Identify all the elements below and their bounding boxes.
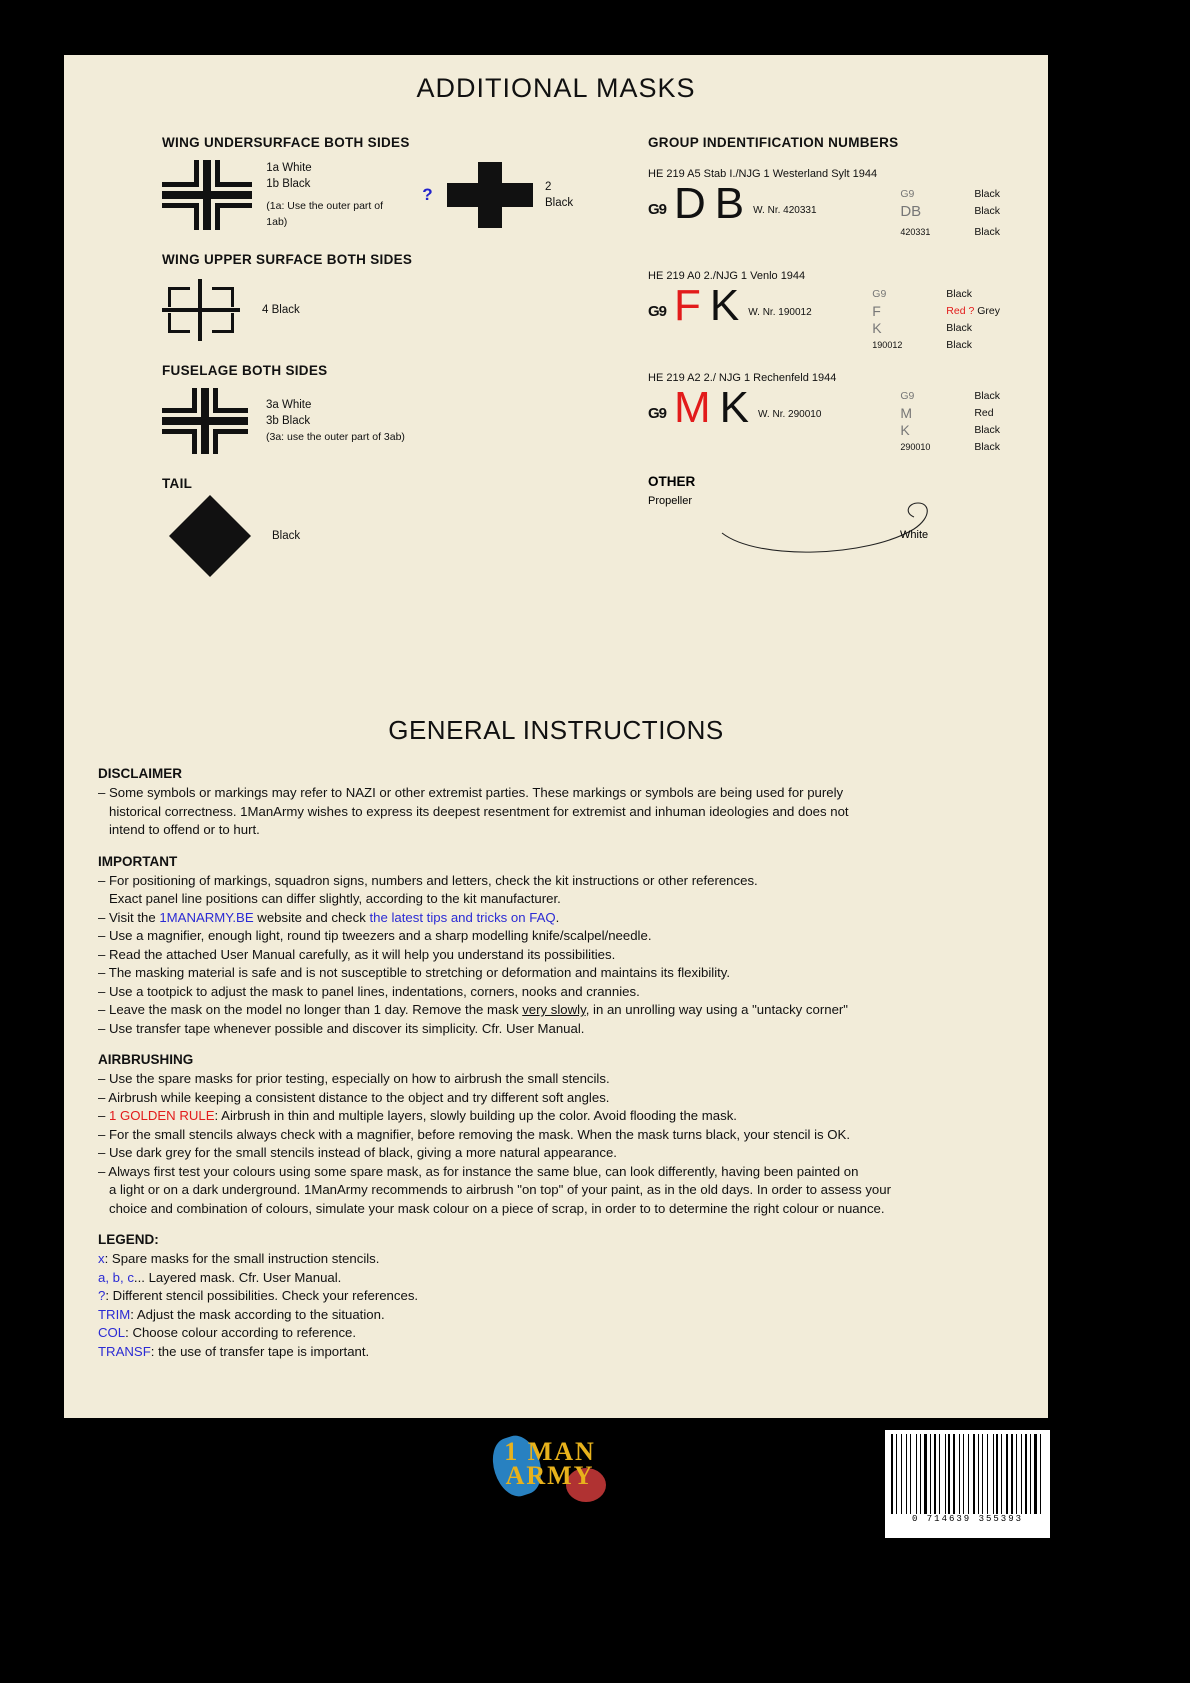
legend-text: : Adjust the mask according to the situation. (130, 1306, 385, 1322)
legend-mark: 190012 (872, 340, 903, 350)
label-2: 2 Black (545, 181, 574, 209)
section-heading: TAIL (162, 476, 193, 491)
group-legend (872, 286, 1000, 354)
site-link[interactable]: 1MANARMY.BE (159, 909, 254, 925)
group-werknummer: W. Nr. 190012 (748, 307, 812, 318)
other-colour-label: White (900, 529, 929, 541)
faq-link[interactable]: the latest tips and tricks on FAQ (369, 909, 556, 925)
label-3a: 3a White (266, 399, 312, 411)
section-heading: WING UNDERSURFACE BOTH SIDES (162, 135, 410, 150)
legend-key: ? (98, 1288, 106, 1303)
section-other (648, 474, 1008, 565)
leave-emphasis: very slowly (522, 1002, 586, 1017)
legend-mark: K (872, 320, 882, 336)
barcode-number: 0 714639 355393 (911, 1514, 1023, 1524)
group-he219a0 (648, 270, 1008, 358)
section-tail (162, 476, 582, 565)
legend-mark: M (900, 405, 912, 421)
group-code-1: F (674, 281, 702, 330)
important-leave-line (98, 1001, 1014, 1020)
balkenkreuz-fuselage-icon (162, 388, 248, 454)
right-column (648, 135, 1008, 565)
airbrush-line: – For the small stencils always check with a magnifier, before removing the mask. When the mask turns black, your stencil is OK. (98, 1126, 850, 1142)
legend-heading: LEGEND: (98, 1232, 159, 1247)
group-code-2: K (719, 383, 751, 432)
label-1a: 1a White (266, 162, 312, 174)
airbrush-golden-rule-line (98, 1107, 1014, 1126)
other-item-label: Propeller (648, 495, 693, 507)
important-line: – The masking material is safe and is not susceptible to stretching or deformation and maintains its flexibility. (98, 965, 731, 980)
visit-mid: website and check (253, 909, 370, 925)
label-tail-colour: Black (272, 530, 301, 542)
page-title: ADDITIONAL MASKS (416, 73, 696, 103)
group-prefix: G9 (648, 303, 667, 320)
legend-text: : Choose colour according to reference. (125, 1325, 357, 1340)
legend-text: ... Layered mask. Cfr. User Manual. (133, 1269, 342, 1285)
group-werknummer: W. Nr. 420331 (753, 205, 817, 216)
legend-mark: F (872, 303, 881, 319)
general-instructions (64, 715, 1048, 1361)
group-prefix: G9 (648, 201, 667, 218)
legend-text: : Different stencil possibilities. Check your references. (105, 1288, 419, 1303)
barcode (885, 1430, 1050, 1538)
airbrush-line: – Use the spare masks for prior testing, especially on how to airbrush the small stencils. (98, 1071, 610, 1086)
label-4: 4 Black (262, 304, 300, 316)
logo-line-1: 1 MAN (504, 1437, 596, 1466)
legend-colour: Black (974, 441, 1000, 453)
other-heading: OTHER (648, 474, 696, 489)
logo-line-2: ARMY (505, 1461, 595, 1490)
golden-suffix: : Airbrush in thin and multiple layers, slowly building up the color. Avoid flooding the mask. (214, 1108, 737, 1123)
legend-mark: 420331 (900, 227, 931, 237)
group-numbers-heading: GROUP INDENTIFICATION NUMBERS (648, 135, 899, 150)
legend-colour: Black (974, 390, 1000, 402)
undersurface-labels (266, 160, 404, 230)
barcode-bars (891, 1434, 1044, 1514)
left-column (162, 135, 582, 569)
legend-key: TRANSF (98, 1343, 151, 1359)
section-wing-undersurface (162, 135, 582, 230)
disclaimer-line: intend to offend or to hurt. (109, 822, 260, 837)
legend-entry (98, 1343, 1014, 1362)
sheet-page (64, 55, 1048, 1418)
important-line: – Read the attached User Manual carefully, as it will help you understand its possibilities. (98, 946, 616, 962)
airbrushing-heading: AIRBRUSHING (98, 1052, 194, 1067)
legend-entry (98, 1324, 1014, 1343)
airbrush-line: a light or on a dark underground. 1ManArmy recommends to airbrush "on top" of your paint, as in the old days. In order to assess your (109, 1182, 891, 1197)
disclaimer-line: historical correctness. 1ManArmy wishes to express its deepest resentment for extremist and inhuman ideologies and does not (109, 803, 849, 819)
legend-entry (98, 1306, 1014, 1325)
legend-colour: Black (946, 322, 972, 334)
golden-prefix: – (98, 1108, 109, 1123)
legend-text: : Spare masks for the small instruction stencils. (104, 1251, 380, 1266)
disclaimer-line: – Some symbols or markings may refer to NAZI or other extremist parties. These markings or symbols are being used for purely (98, 785, 844, 800)
group-code-1: D (674, 179, 707, 228)
airbrush-line: – Airbrush while keeping a consistent distance to the object and try different soft angles. (98, 1089, 610, 1105)
legend-entry (98, 1250, 1014, 1269)
label-1b: 1b Black (266, 178, 311, 190)
legend-mark: DB (900, 203, 922, 220)
group-he219a2 (648, 372, 1008, 460)
important-visit-line (98, 909, 1014, 928)
group-legend (900, 186, 1000, 241)
important-line: Exact panel line positions can differ slightly, according to the kit manufacturer. (109, 891, 561, 906)
label-3b: 3b Black (266, 415, 311, 427)
instructions-title: GENERAL INSTRUCTIONS (388, 715, 724, 745)
group-werknummer: W. Nr. 290010 (758, 409, 822, 420)
legend-colour: Red (974, 407, 994, 419)
group-prefix: G9 (648, 405, 667, 422)
group-caption: HE 219 A0 2./NJG 1 Venlo 1944 (648, 270, 806, 282)
important-heading: IMPORTANT (98, 853, 178, 869)
group-code-2: B (714, 179, 746, 228)
brand-logo (470, 1437, 630, 1490)
legend-mark: 290010 (900, 442, 931, 452)
legend-mark: G9 (872, 288, 887, 300)
legend-entry (98, 1269, 1014, 1288)
legend-mark: G9 (900, 188, 915, 200)
legend-key: TRIM (98, 1306, 131, 1322)
label-3a-note: (3a: use the outer part of 3ab) (266, 431, 405, 443)
section-fuselage (162, 363, 582, 454)
disclaimer-heading: DISCLAIMER (98, 766, 182, 781)
leave-b: , in an unrolling way using a "untacky corner" (585, 1002, 848, 1017)
group-code-2: K (709, 281, 741, 330)
important-line: – Use a tootpick to adjust the mask to panel lines, indentations, corners, nooks and crannies. (98, 983, 640, 999)
question-mark-icon: ? (422, 185, 433, 204)
fuselage-labels (266, 397, 405, 445)
legend-entry (98, 1287, 1014, 1306)
legend-colour: Black (974, 226, 1000, 238)
legend-colour: Black (974, 205, 1000, 217)
balkenkreuz-outline-icon (162, 279, 240, 341)
group-caption: HE 219 A5 Stab I./NJG 1 Westerland Sylt 1944 (648, 168, 878, 180)
group-legend (900, 388, 1000, 456)
visit-prefix: – Visit the (98, 909, 160, 925)
visit-suffix: . (555, 909, 560, 925)
group-caption: HE 219 A2 2./ NJG 1 Rechenfeld 1944 (648, 372, 837, 384)
important-line: – Use transfer tape whenever possible and discover its simplicity. Cfr. User Manual. (98, 1020, 585, 1036)
legend-key: a, b, c (98, 1269, 134, 1285)
legend-key: x (98, 1251, 105, 1266)
group-code-1: M (674, 383, 712, 432)
tail-diamond-icon (169, 495, 251, 577)
section-heading: WING UPPER SURFACE BOTH SIDES (162, 252, 413, 267)
important-line: – For positioning of markings, squadron signs, numbers and letters, check the kit instructions or other references. (98, 872, 758, 888)
golden-rule-label: 1 GOLDEN RULE (109, 1108, 215, 1123)
legend-colour: Black (946, 288, 972, 300)
legend-mark: K (900, 422, 910, 438)
legend-colour: Black (946, 339, 972, 351)
label-1a-note: (1a: Use the outer part of 1ab) (266, 200, 384, 228)
propeller-blade-icon (718, 499, 948, 557)
legend-colour: Black (974, 424, 1000, 436)
section-heading: FUSELAGE BOTH SIDES (162, 363, 328, 378)
airbrush-line: – Use dark grey for the small stencils instead of black, giving a more natural appearance. (98, 1145, 617, 1160)
legend-text: : the use of transfer tape is important. (150, 1343, 370, 1359)
section-wing-upper (162, 252, 582, 341)
group-he219a5 (648, 168, 1008, 256)
balkenkreuz-undersurface-icon (162, 160, 250, 230)
legend-colour: Red ? Grey (946, 305, 1000, 317)
airbrush-line: choice and combination of colours, simulate your mask colour on a piece of scrap, in order to to determine the right colour or nuance. (109, 1200, 885, 1216)
legend-mark: G9 (900, 390, 915, 402)
legend-colour: Black (974, 188, 1000, 200)
important-line: – Use a magnifier, enough light, round tip tweezers and a sharp modelling knife/scalpel/needle. (98, 928, 652, 943)
legend-key: COL (98, 1325, 126, 1340)
leave-a: – Leave the mask on the model no longer than 1 day. Remove the mask (98, 1002, 523, 1017)
balkenkreuz-solid-icon (447, 162, 531, 228)
airbrush-line: – Always first test your colours using some spare mask, as for instance the same blue, can look differently, having been painted on (98, 1163, 859, 1179)
